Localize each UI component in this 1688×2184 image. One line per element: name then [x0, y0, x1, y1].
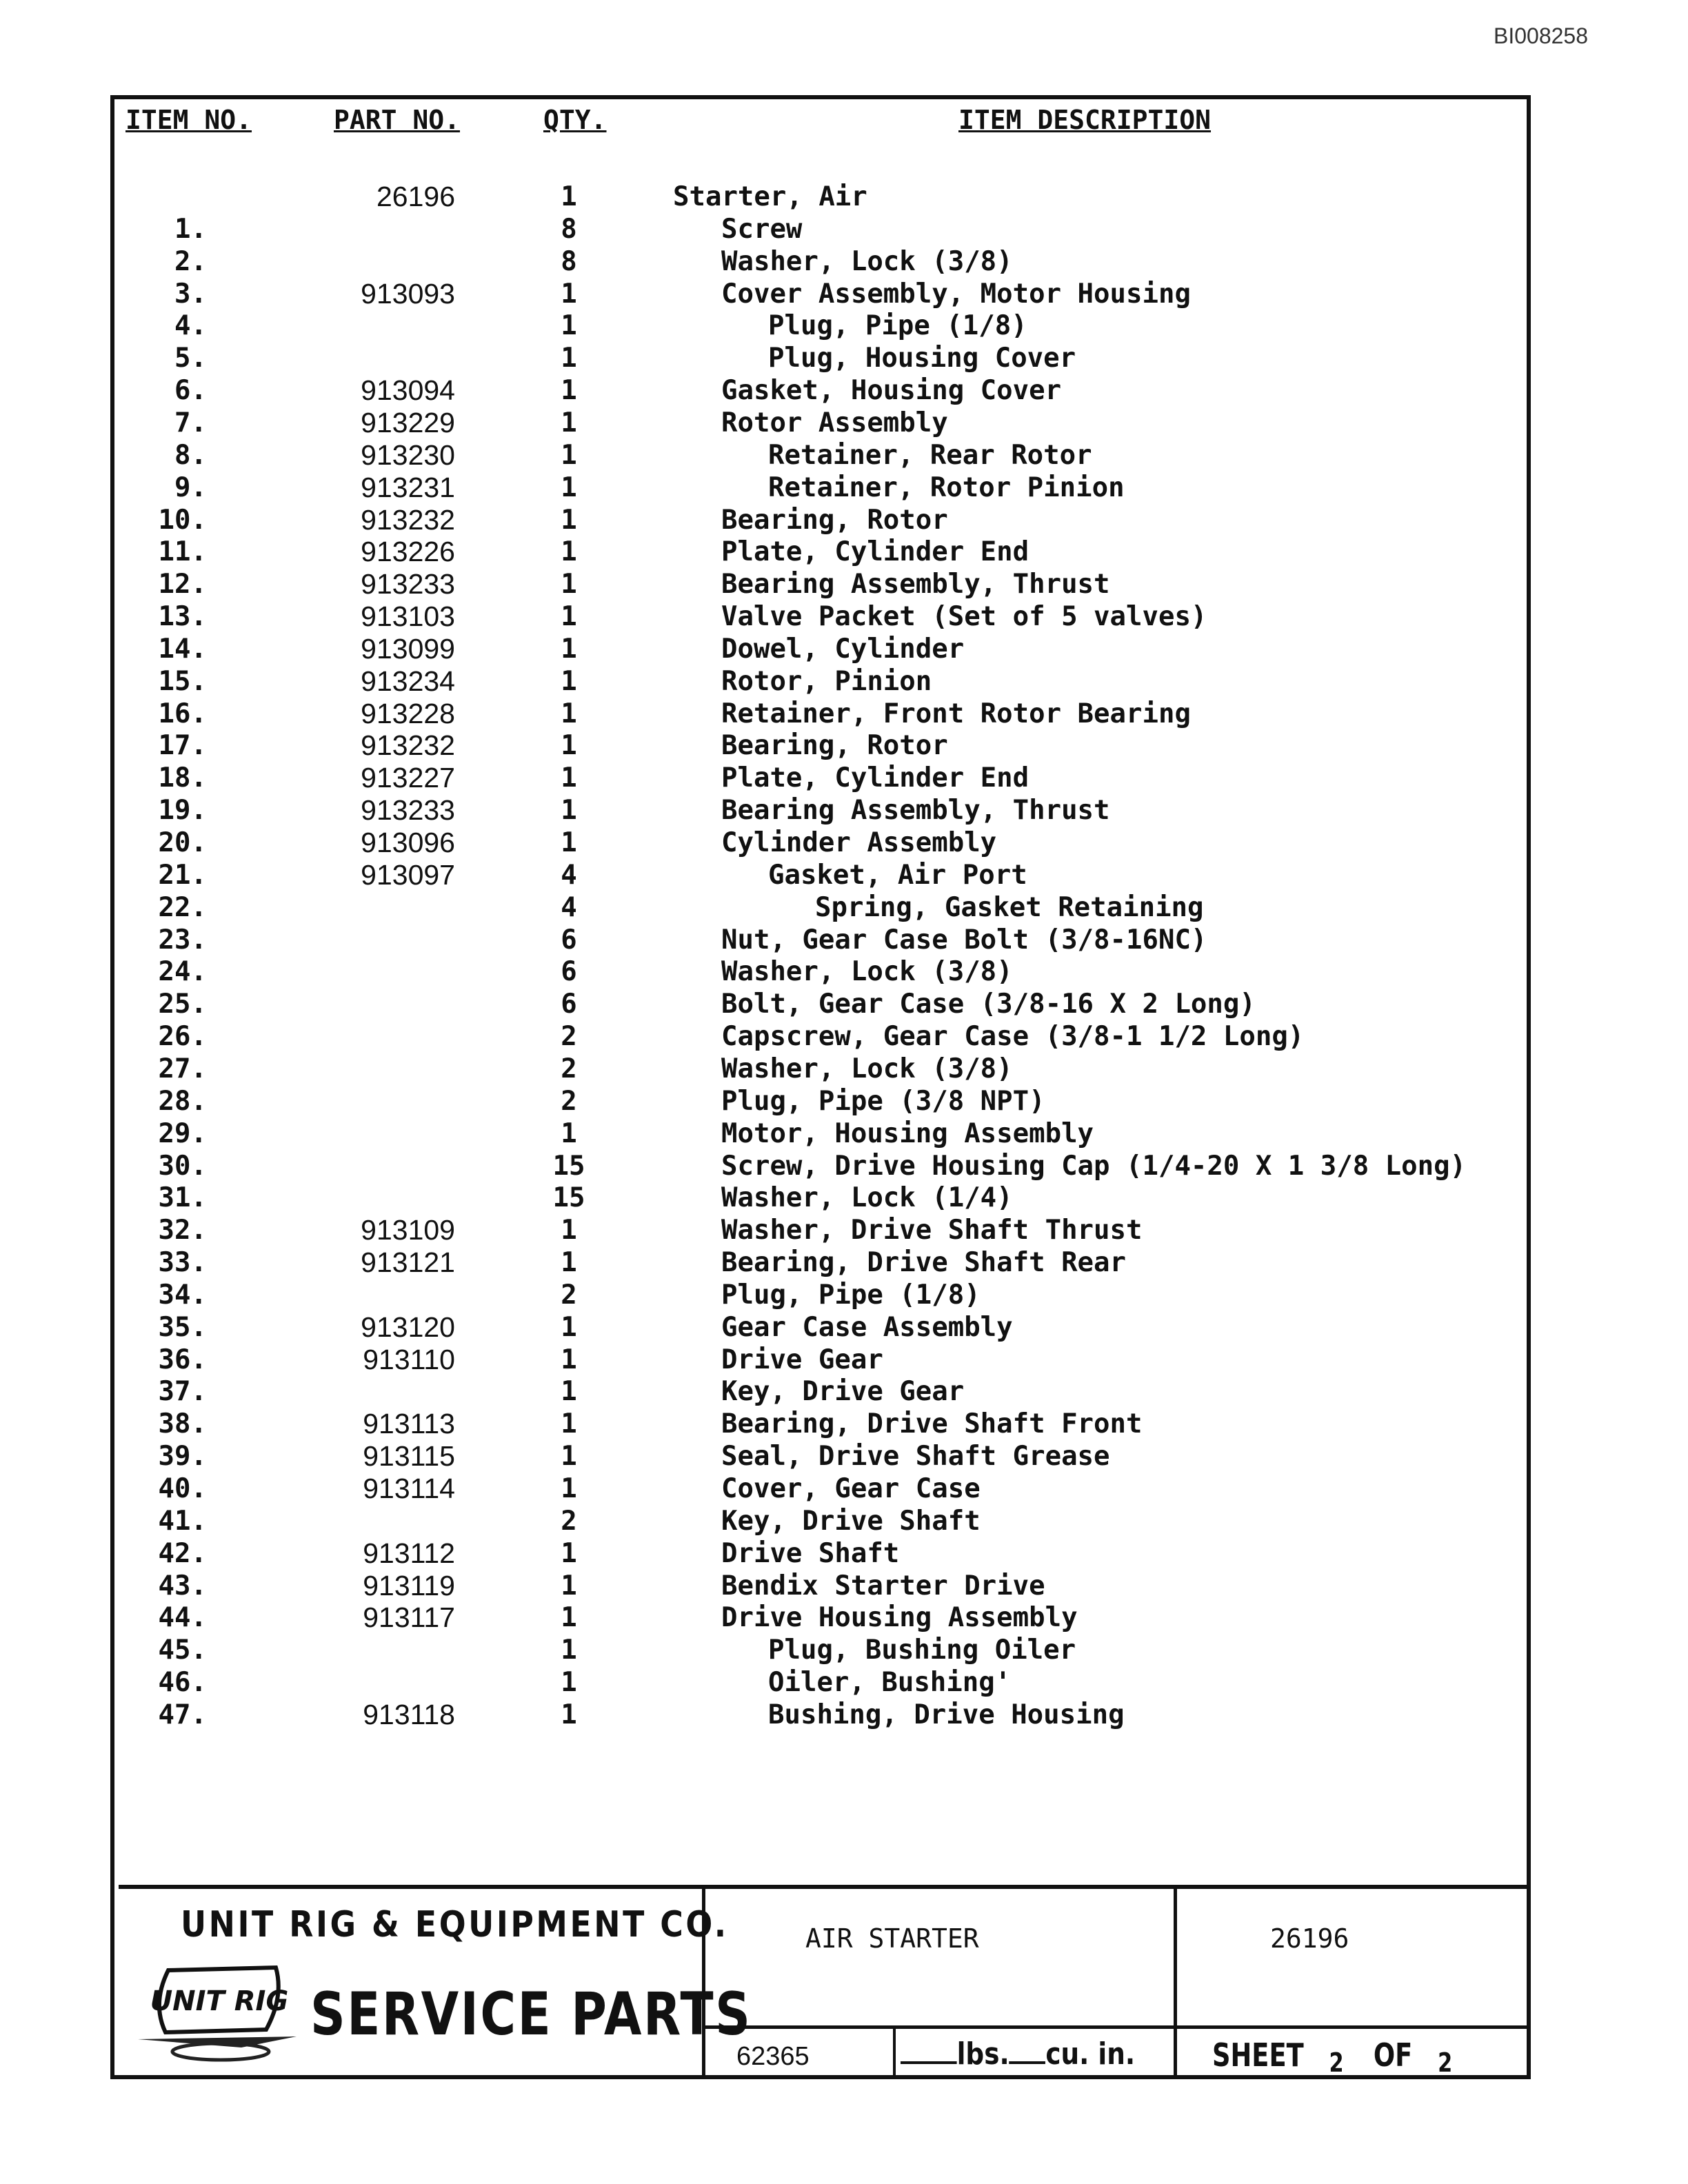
item-number: 46. — [158, 1667, 207, 1699]
part-number: 913112 — [363, 1537, 455, 1569]
quantity: 1 — [561, 343, 577, 374]
item-description: Cover Assembly, Motor Housing — [721, 278, 1191, 310]
table-row — [0, 568, 1517, 600]
item-number: 12. — [158, 569, 207, 600]
item-number: 25. — [158, 989, 207, 1020]
item-number: 39. — [158, 1441, 207, 1473]
part-number: 913121 — [361, 1246, 455, 1279]
quantity: 1 — [561, 1247, 577, 1279]
part-number: 913232 — [361, 729, 455, 762]
item-number: 5. — [174, 343, 207, 374]
item-description: Plug, Bushing Oiler — [768, 1635, 1076, 1666]
assembly-number: 26196 — [1270, 1923, 1349, 1954]
table-row — [0, 1537, 1517, 1570]
table-row — [0, 1408, 1517, 1440]
header-qty: QTY. — [543, 105, 607, 135]
item-description: Starter, Air — [673, 181, 867, 212]
sheet-total: 2 — [1438, 2048, 1453, 2078]
table-row — [0, 924, 1517, 956]
cuin-label: cu. in. — [1045, 2036, 1136, 2072]
table-row — [0, 181, 1517, 213]
item-description: Plug, Pipe (3/8 NPT) — [721, 1085, 1045, 1117]
item-number: 24. — [158, 956, 207, 988]
item-number: 41. — [158, 1505, 207, 1537]
table-row — [0, 1311, 1517, 1344]
table-row — [0, 342, 1517, 374]
quantity: 1 — [561, 1344, 577, 1375]
quantity: 6 — [561, 924, 577, 956]
part-number: 913232 — [361, 503, 455, 536]
quantity: 1 — [561, 1635, 577, 1666]
item-number: 15. — [158, 665, 207, 697]
header-part-no: PART NO. — [334, 105, 461, 135]
table-row — [0, 1505, 1517, 1537]
item-description: Plug, Pipe (1/8) — [721, 1279, 981, 1311]
item-description: Motor, Housing Assembly — [721, 1118, 1094, 1149]
item-number: 6. — [174, 375, 207, 407]
part-number: 913119 — [363, 1569, 455, 1601]
item-description: Plug, Housing Cover — [768, 343, 1076, 374]
part-number: 913226 — [361, 536, 455, 568]
quantity: 1 — [561, 1699, 577, 1730]
quantity: 2 — [561, 1021, 577, 1053]
item-number: 11. — [158, 536, 207, 568]
quantity: 15 — [552, 1150, 585, 1182]
quantity: 1 — [561, 1537, 577, 1569]
item-number: 4. — [174, 310, 207, 342]
part-number: 913118 — [363, 1698, 455, 1730]
quantity: 1 — [561, 310, 577, 342]
unit-rig-logo — [131, 1955, 310, 2065]
item-description: Washer, Lock (3/8) — [721, 245, 1013, 277]
item-description: Drive Gear — [721, 1344, 883, 1375]
sheet-indicator — [1212, 2036, 1453, 2078]
item-number: 31. — [158, 1182, 207, 1214]
item-number: 33. — [158, 1247, 207, 1279]
quantity: 1 — [561, 601, 577, 633]
header-description: ITEM DESCRIPTION — [958, 105, 1212, 135]
item-description: Washer, Lock (3/8) — [721, 1053, 1013, 1084]
quantity: 1 — [561, 1602, 577, 1634]
quantity: 1 — [561, 1473, 577, 1504]
item-description: Bolt, Gear Case (3/8-16 X 2 Long) — [721, 989, 1256, 1020]
part-number: 913097 — [361, 858, 455, 891]
quantity: 1 — [561, 795, 577, 827]
service-parts-label: SERVICE PARTS — [310, 1980, 752, 2049]
item-description: Valve Packet (Set of 5 valves) — [721, 601, 1207, 633]
item-description: Washer, Lock (3/8) — [721, 956, 1013, 988]
item-description: Oiler, Bushing' — [768, 1667, 1012, 1699]
quantity: 1 — [561, 1376, 577, 1408]
quantity: 1 — [561, 698, 577, 729]
quantity: 1 — [561, 181, 577, 212]
of-label: OF — [1373, 2036, 1413, 2074]
part-number: 913113 — [363, 1408, 455, 1440]
quantity: 1 — [561, 407, 577, 438]
table-row — [0, 891, 1517, 924]
quantity: 1 — [561, 472, 577, 503]
item-description: Bearing, Rotor — [721, 730, 948, 762]
item-number: 20. — [158, 827, 207, 858]
table-row — [0, 374, 1517, 407]
part-number: 913109 — [361, 1214, 455, 1246]
item-number: 26. — [158, 1021, 207, 1053]
table-row — [0, 1150, 1517, 1182]
item-description: Gear Case Assembly — [721, 1311, 1013, 1343]
item-description: Washer, Drive Shaft Thrust — [721, 1215, 1143, 1246]
table-row — [0, 1375, 1517, 1408]
item-number: 18. — [158, 762, 207, 794]
item-description: Bearing, Drive Shaft Front — [721, 1408, 1143, 1440]
part-number: 913099 — [361, 632, 455, 665]
item-number: 42. — [158, 1537, 207, 1569]
item-description: Rotor Assembly — [721, 407, 948, 438]
quantity: 2 — [561, 1279, 577, 1311]
item-number: 22. — [158, 891, 207, 923]
table-row — [0, 988, 1517, 1020]
part-number: 913227 — [361, 762, 455, 794]
item-description: Screw — [721, 213, 803, 245]
item-number: 21. — [158, 859, 207, 891]
part-number: 913230 — [361, 438, 455, 471]
item-description: Retainer, Front Rotor Bearing — [721, 698, 1191, 729]
item-number: 1. — [174, 213, 207, 245]
item-description: Plate, Cylinder End — [721, 762, 1029, 794]
item-description: Bearing Assembly, Thrust — [721, 795, 1110, 827]
table-row — [0, 1699, 1517, 1731]
table-row — [0, 278, 1517, 310]
quantity: 8 — [561, 245, 577, 277]
drawing-code: 62365 — [736, 2042, 810, 2071]
weight-volume-field — [901, 2036, 1135, 2072]
quantity: 6 — [561, 956, 577, 988]
table-row — [0, 536, 1517, 568]
table-row — [0, 633, 1517, 665]
quantity: 1 — [561, 439, 577, 471]
item-description: Nut, Gear Case Bolt (3/8-16NC) — [721, 924, 1207, 956]
item-description: Bendix Starter Drive — [721, 1570, 1045, 1601]
table-row — [0, 1085, 1517, 1118]
part-number: 913115 — [363, 1440, 455, 1473]
quantity: 2 — [561, 1053, 577, 1084]
table-row — [0, 956, 1517, 988]
part-number: 913110 — [363, 1343, 455, 1375]
table-row — [0, 665, 1517, 698]
quantity: 8 — [561, 213, 577, 245]
table-row — [0, 1440, 1517, 1473]
logo-text: UNIT RIG — [150, 1985, 289, 2017]
quantity: 15 — [552, 1182, 585, 1214]
table-row — [0, 1666, 1517, 1699]
quantity: 1 — [561, 1408, 577, 1440]
table-row — [0, 762, 1517, 794]
table-row — [0, 1601, 1517, 1634]
item-description: Drive Shaft — [721, 1537, 900, 1569]
item-number: 27. — [158, 1053, 207, 1084]
quantity: 1 — [561, 1570, 577, 1601]
quantity: 1 — [561, 633, 577, 665]
table-row — [0, 1570, 1517, 1602]
part-number: 913233 — [361, 568, 455, 600]
item-number: 32. — [158, 1215, 207, 1246]
item-description: Spring, Gasket Retaining — [815, 891, 1204, 923]
item-description: Key, Drive Shaft — [721, 1505, 981, 1537]
header-item-no: ITEM NO. — [125, 105, 252, 135]
table-row — [0, 600, 1517, 633]
item-description: Bushing, Drive Housing — [768, 1699, 1125, 1730]
quantity: 4 — [561, 891, 577, 923]
item-number: 44. — [158, 1602, 207, 1634]
part-number: 913093 — [361, 277, 455, 310]
table-row — [0, 827, 1517, 859]
table-row — [0, 1473, 1517, 1505]
quantity: 1 — [561, 665, 577, 697]
table-row — [0, 1214, 1517, 1246]
item-description: Washer, Lock (1/4) — [721, 1182, 1013, 1214]
part-number: 913233 — [361, 794, 455, 827]
lbs-label: lbs. — [956, 2036, 1009, 2072]
part-number: 913231 — [361, 471, 455, 503]
item-number: 35. — [158, 1311, 207, 1343]
sheet-number: 2 — [1329, 2048, 1344, 2078]
table-row — [0, 729, 1517, 762]
part-number: 913103 — [361, 600, 455, 633]
item-description: Bearing, Drive Shaft Rear — [721, 1247, 1126, 1279]
quantity: 1 — [561, 1118, 577, 1149]
item-number: 8. — [174, 439, 207, 471]
part-number: 913120 — [361, 1311, 455, 1343]
item-number: 19. — [158, 795, 207, 827]
item-description: Gasket, Air Port — [768, 859, 1027, 891]
item-number: 28. — [158, 1085, 207, 1117]
quantity: 1 — [561, 1215, 577, 1246]
table-row — [0, 1020, 1517, 1053]
quantity: 1 — [561, 762, 577, 794]
quantity: 4 — [561, 859, 577, 891]
quantity: 1 — [561, 504, 577, 536]
item-number: 40. — [158, 1473, 207, 1504]
table-row — [0, 1118, 1517, 1150]
item-description: Cover, Gear Case — [721, 1473, 981, 1504]
quantity: 1 — [561, 827, 577, 858]
table-row — [0, 213, 1517, 245]
quantity: 6 — [561, 989, 577, 1020]
table-row — [0, 310, 1517, 342]
item-description: Bearing Assembly, Thrust — [721, 569, 1110, 600]
quantity: 2 — [561, 1085, 577, 1117]
part-number: 913228 — [361, 697, 455, 729]
quantity: 1 — [561, 375, 577, 407]
quantity: 1 — [561, 1667, 577, 1699]
quantity: 1 — [561, 278, 577, 310]
item-number: 14. — [158, 633, 207, 665]
company-name: UNIT RIG & EQUIPMENT CO. — [181, 1904, 729, 1945]
table-row — [0, 1634, 1517, 1666]
item-number: 34. — [158, 1279, 207, 1311]
table-row — [0, 245, 1517, 278]
table-row — [0, 1344, 1517, 1376]
item-number: 43. — [158, 1570, 207, 1601]
item-number: 7. — [174, 407, 207, 438]
quantity: 1 — [561, 1441, 577, 1473]
item-description: Rotor, Pinion — [721, 665, 932, 697]
item-description: Seal, Drive Shaft Grease — [721, 1441, 1110, 1473]
table-row — [0, 1182, 1517, 1214]
part-number: 913234 — [361, 665, 455, 697]
item-number: 45. — [158, 1635, 207, 1666]
item-description: Bearing, Rotor — [721, 504, 948, 536]
table-row — [0, 439, 1517, 472]
item-number: 30. — [158, 1150, 207, 1182]
item-description: Capscrew, Gear Case (3/8-1 1/2 Long) — [721, 1021, 1305, 1053]
table-row — [0, 859, 1517, 891]
item-number: 16. — [158, 698, 207, 729]
item-number: 47. — [158, 1699, 207, 1730]
table-row — [0, 698, 1517, 730]
part-number: 913117 — [363, 1601, 455, 1634]
table-row — [0, 1053, 1517, 1085]
item-number: 2. — [174, 245, 207, 277]
item-description: Cylinder Assembly — [721, 827, 997, 858]
quantity: 1 — [561, 536, 577, 568]
item-description: Drive Housing Assembly — [721, 1602, 1078, 1634]
item-number: 13. — [158, 601, 207, 633]
item-description: Dowel, Cylinder — [721, 633, 965, 665]
item-number: 9. — [174, 472, 207, 503]
table-row — [0, 1279, 1517, 1311]
quantity: 2 — [561, 1505, 577, 1537]
part-number: 913114 — [363, 1473, 455, 1504]
part-number: 913096 — [361, 827, 455, 858]
table-row — [0, 407, 1517, 439]
item-number: 38. — [158, 1408, 207, 1440]
quantity: 1 — [561, 1311, 577, 1343]
quantity: 1 — [561, 569, 577, 600]
item-number: 17. — [158, 730, 207, 762]
item-number: 37. — [158, 1376, 207, 1408]
table-row — [0, 504, 1517, 536]
item-number: 23. — [158, 924, 207, 956]
item-description: Plate, Cylinder End — [721, 536, 1029, 568]
quantity: 1 — [561, 730, 577, 762]
part-number: 913094 — [361, 374, 455, 407]
table-row — [0, 1246, 1517, 1279]
item-description: Retainer, Rear Rotor — [768, 439, 1092, 471]
item-description: Screw, Drive Housing Cap (1/4-20 X 1 3/8 Long) — [721, 1150, 1467, 1182]
sheet-label: SHEET — [1212, 2036, 1304, 2074]
item-number: 3. — [174, 278, 207, 310]
item-description: Retainer, Rotor Pinion — [768, 472, 1125, 503]
document-id: BI008258 — [1494, 23, 1589, 48]
item-number: 10. — [158, 504, 207, 536]
part-number: 26196 — [376, 181, 455, 212]
table-row — [0, 794, 1517, 827]
item-number: 36. — [158, 1344, 207, 1375]
assembly-name: AIR STARTER — [805, 1923, 979, 1954]
item-description: Key, Drive Gear — [721, 1376, 965, 1408]
item-number: 29. — [158, 1118, 207, 1149]
item-description: Gasket, Housing Cover — [721, 375, 1062, 407]
item-description: Plug, Pipe (1/8) — [768, 310, 1027, 342]
table-row — [0, 472, 1517, 504]
part-number: 913229 — [361, 406, 455, 438]
